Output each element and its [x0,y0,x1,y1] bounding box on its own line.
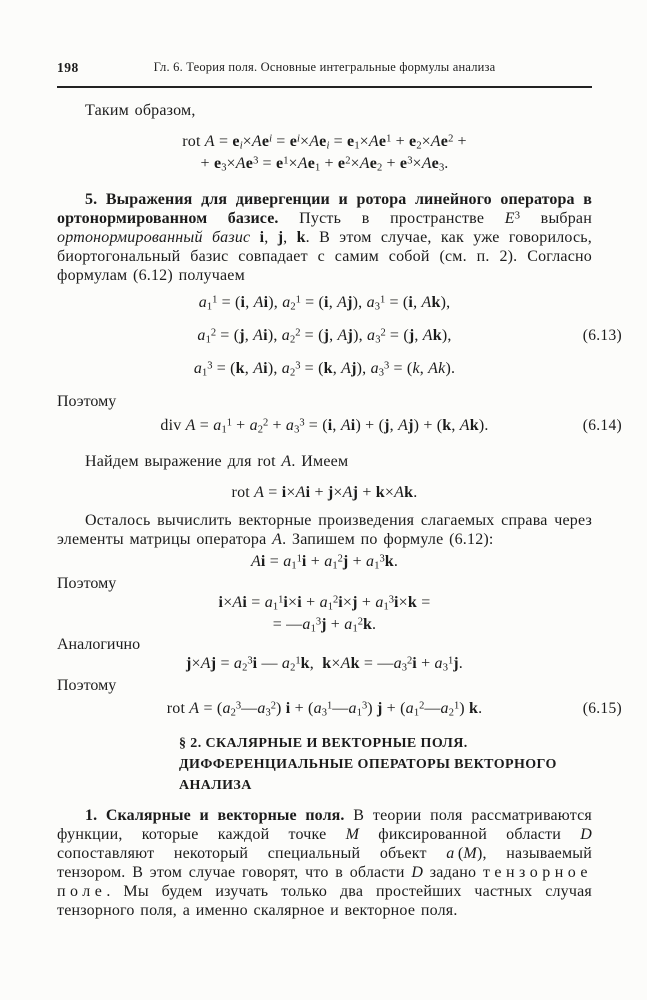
formula-j-cross-Aj: $j\times Aj = a_2^3i$ — $a_2^1k$, $k\times Ak = —a_3^2i + a_3^1j$. [186,655,463,674]
formula-line: $a_1^1 = (i$, Ai), $a_2^1 = (i$, Aj), $a_3^1 = (i$, Ak), [198,294,451,313]
formula-line: + $e_3\times Ae^3 = e^1\times Ae_1 + e^2\times Ae_2 + e^3\times Ae_3$. [200,155,449,174]
formula-line: rot $A = e_i\times Ae^i = e^i\times Ae_i = e_1\times Ae^1 + e_2\times Ae^2$ + [182,133,467,152]
section-heading-line: § 2. СКАЛЯРНЫЕ И ВЕКТОРНЫЕ ПОЛЯ. [179,736,468,751]
equation-6-13 [57,293,622,379]
formula-rot-expansion [57,132,592,174]
page-header [57,60,592,88]
equation-tag-6-13: (6.13) [582,327,622,344]
paragraph-intro: Таким образом, [85,102,196,119]
paragraph-ostalos: Осталось вычислить векторные произведения слагаемых справа через элементы матрицы оператора A. Запишем по формуле (6.12): [57,512,592,548]
section-heading [179,733,592,796]
paragraph-naidem: Найдем выражение для rot A. Имеем [85,453,349,470]
label-poetomu-3: Поэтому [57,677,117,694]
formula-i-cross-Ai-line1: $i\times Ai = a_1^1i\times i + a_1^2i\times j + a_1^3i\times k$ = [218,594,431,613]
formula-line: $a_1^3 = (k$, Ai), $a_2^3 = (k$, Aj), $a_3^3 = (k$, Ak). [193,360,456,379]
label-poetomu-2: Поэтому [57,575,117,592]
formula-line: rot $A = (a_2^3—a_3^2) i$ + $(a_3^1—a_1^3) j$ + $(a_1^2—a_2^1)$ k. [166,700,483,719]
formula-i-cross-Ai-line2: = $—a_1^3j + a_1^2k$. [272,616,377,635]
paragraph-5: 5. Выражения для дивергенции и ротора линейного оператора в ортонормированном базисе. Пусть в пространстве $E^3$ выбран ортонормированный базис i, j, k. В этом случае, как уже говорилось, биортогональный базис совпадает с самим собой (см. п. 2). Согласно формулам (6.12) получаем [57,191,593,284]
section-heading-line: ДИФФЕРЕНЦИАЛЬНЫЕ ОПЕРАТОРЫ ВЕКТОРНОГО [179,757,557,772]
equation-6-15 [57,699,622,719]
paragraph-1: 1. Скалярные и векторные поля. В теории поля рассматриваются функции, которые каждой точке M фиксированной области D сопоставляют некоторый специальный объект a (M), называемый тензором. В этом случае говорят, что в области D задано тензорное поле. Мы будем изучать только два простейших частных случая тензорного поля, а именно скалярное и векторное поля. [57,807,593,919]
equation-6-14 [57,416,622,436]
label-poetomu-1: Поэтому [57,393,117,410]
formula-rot-ijk: rot A = i×Ai + j×Aj + k×Ak. [231,484,418,501]
equation-tag-6-14: (6.14) [582,417,622,434]
section-heading-line: АНАЛИЗА [179,778,252,793]
formula-line: div $A = a_1^1 + a_2^2 + a_3^3 = (i$, Ai) + (j, Aj) + (k, Ak). [160,417,489,436]
equation-tag-6-15: (6.15) [582,700,622,717]
page-number: 198 [57,60,79,75]
formula-line: $a_1^2 = (j$, Ai), $a_2^2 = (j$, Aj), $a_3^2 = (j$, Ak), [197,327,452,346]
formula-Ai: $Ai = a_1^1i + a_1^2j + a_1^3k$. [250,553,399,572]
running-title: Гл. 6. Теория поля. Основные интегральные формулы анализа [153,60,496,74]
label-analogichno: Аналогично [57,636,141,653]
